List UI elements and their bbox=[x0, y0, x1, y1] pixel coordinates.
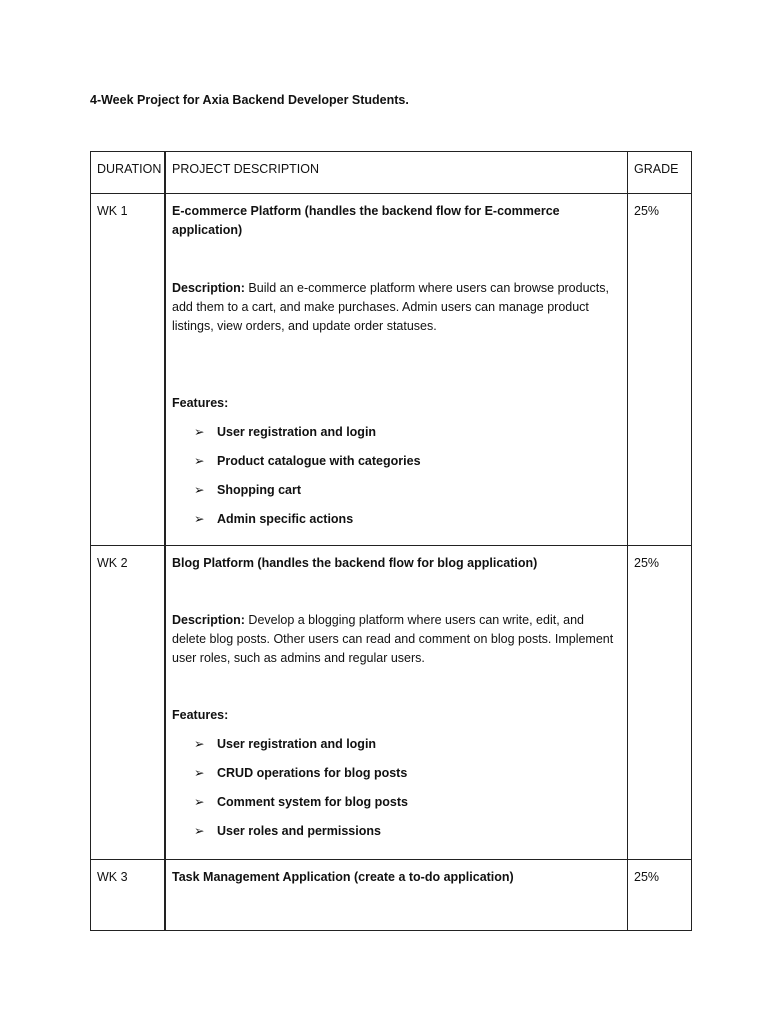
arrow-bullet-icon: ➢ bbox=[194, 766, 205, 780]
feature-item: ➢ Admin specific actions bbox=[194, 510, 621, 539]
features-label: Features: bbox=[172, 396, 229, 410]
feature-item: ➢ User registration and login bbox=[194, 423, 621, 452]
document-title: 4-Week Project for Axia Backend Developer Students. bbox=[90, 93, 409, 107]
arrow-bullet-icon: ➢ bbox=[194, 795, 205, 809]
feature-item: ➢ Comment system for blog posts bbox=[194, 793, 621, 822]
table-header-row bbox=[91, 152, 692, 194]
table-row-week-1 bbox=[91, 194, 692, 546]
arrow-bullet-icon: ➢ bbox=[194, 454, 205, 468]
feature-item: ➢ User registration and login bbox=[194, 735, 621, 764]
grade-cell: 25% bbox=[628, 860, 692, 931]
arrow-bullet-icon: ➢ bbox=[194, 425, 205, 439]
table-row-week-2 bbox=[91, 546, 692, 860]
description-cell bbox=[165, 194, 628, 546]
arrow-bullet-icon: ➢ bbox=[194, 512, 205, 526]
description-label: Description: bbox=[172, 281, 245, 295]
header-project-description: PROJECT DESCRIPTION bbox=[165, 152, 628, 194]
description-cell bbox=[165, 860, 628, 931]
project-title: Blog Platform (handles the backend flow for blog application) bbox=[172, 556, 538, 570]
feature-item: ➢ Shopping cart bbox=[194, 481, 621, 510]
features-label: Features: bbox=[172, 708, 229, 722]
table-row-week-3 bbox=[91, 860, 692, 931]
description-paragraph bbox=[172, 279, 621, 336]
grade-cell: 25% bbox=[628, 194, 692, 546]
features-list bbox=[172, 735, 621, 851]
project-table bbox=[90, 151, 692, 931]
header-grade: GRADE bbox=[628, 152, 692, 194]
feature-item: ➢ User roles and permissions bbox=[194, 822, 621, 851]
features-list bbox=[172, 423, 621, 539]
description-label: Description: bbox=[172, 613, 245, 627]
grade-cell: 25% bbox=[628, 546, 692, 860]
duration-cell: WK 1 bbox=[91, 194, 166, 546]
arrow-bullet-icon: ➢ bbox=[194, 483, 205, 497]
project-title: E-commerce Platform (handles the backend flow for E-commerce application) bbox=[172, 204, 560, 237]
arrow-bullet-icon: ➢ bbox=[194, 737, 205, 751]
description-paragraph bbox=[172, 611, 621, 668]
description-text: Develop a blogging platform where users can write, edit, and delete blog posts. Other users can read and comment on blog posts. Implement user roles, such as admins and regular users. bbox=[172, 613, 614, 665]
arrow-bullet-icon: ➢ bbox=[194, 824, 205, 838]
header-duration: DURATION bbox=[91, 152, 166, 194]
project-title: Task Management Application (create a to-do application) bbox=[172, 870, 514, 884]
duration-cell: WK 2 bbox=[91, 546, 166, 860]
feature-item: ➢ Product catalogue with categories bbox=[194, 452, 621, 481]
duration-cell: WK 3 bbox=[91, 860, 166, 931]
feature-item: ➢ CRUD operations for blog posts bbox=[194, 764, 621, 793]
description-cell bbox=[165, 546, 628, 860]
description-text: Build an e-commerce platform where users can browse products, add them to a cart, and make purchases. Admin users can manage product listings, view orders, and update order statuses. bbox=[172, 281, 609, 333]
